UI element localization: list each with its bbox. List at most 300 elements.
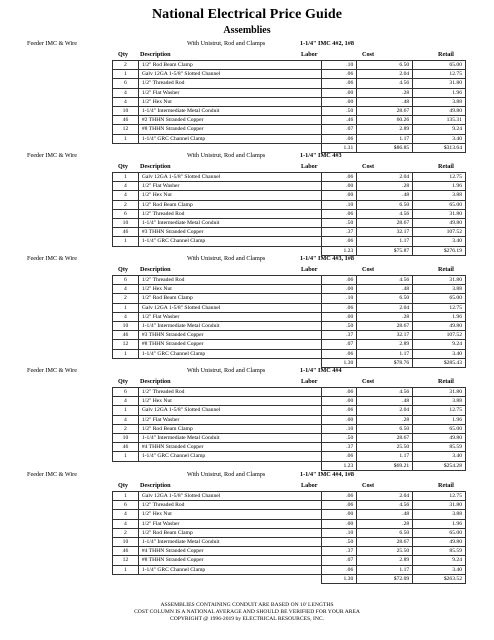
table-row: [113, 565, 466, 574]
description-cell: Galv 12GA 1-5/8" Slotted Channel: [138, 492, 321, 501]
qty-cell: 4: [113, 312, 139, 321]
cost-cell: 28.67: [357, 106, 413, 115]
description-cell: 1/2" Threaded Rod: [138, 388, 321, 397]
qty-cell: 46: [113, 331, 139, 340]
table-row: [113, 294, 466, 303]
labor-cell: .06: [322, 70, 357, 79]
retail-cell: 3.40: [413, 237, 466, 246]
retail-cell: 3.88: [413, 191, 466, 200]
assembly-section: [0, 254, 494, 368]
table-row: [113, 200, 466, 209]
column-header-row: [0, 50, 494, 60]
labor-cell: .37: [322, 331, 357, 340]
cost-cell: 60.26: [357, 116, 413, 125]
section-assembly-name: 1-1/4" IMC 4#3: [300, 152, 342, 159]
description-cell: 1/2" Hex Nut: [138, 510, 321, 519]
table-row: [113, 125, 466, 134]
total-retail: $285.43: [413, 358, 466, 367]
qty-cell: 1: [113, 237, 139, 246]
section-method: With Unistrut, Rod and Clamps: [187, 152, 266, 159]
cost-cell: 1.17: [357, 349, 413, 358]
total-retail: $313.64: [413, 143, 466, 152]
cost-header: Cost: [362, 163, 375, 170]
column-header-row: [0, 377, 494, 387]
description-cell: Galv 12GA 1-5/8" Slotted Channel: [138, 70, 321, 79]
labor-header: Labor: [301, 378, 318, 385]
cost-cell: 6.50: [357, 61, 413, 70]
labor-cell: .06: [322, 452, 357, 461]
qty-cell: 12: [113, 125, 139, 134]
total-labor: 1.23: [322, 461, 357, 470]
description-cell: 1/2" Rod Beam Clamp: [138, 424, 321, 433]
table-row: [113, 70, 466, 79]
section-assembly-name: 1-1/4" IMC 4#4, 1#8: [300, 471, 354, 478]
total-cost: $86.85: [357, 143, 413, 152]
retail-cell: 107.52: [413, 331, 466, 340]
labor-cell: .50: [322, 218, 357, 227]
section-method: With Unistrut, Rod and Clamps: [187, 367, 266, 374]
cost-cell: 1.17: [357, 134, 413, 143]
qty-cell: 46: [113, 228, 139, 237]
description-cell: Galv 12GA 1-5/8" Slotted Channel: [138, 173, 321, 182]
table-row: [113, 433, 466, 442]
cost-cell: .28: [357, 182, 413, 191]
table-row: [113, 134, 466, 143]
retail-cell: 107.52: [413, 228, 466, 237]
description-cell: #4 THHN Stranded Copper: [138, 547, 321, 556]
retail-cell: 49.80: [413, 537, 466, 546]
assembly-section: [0, 151, 494, 256]
qty-cell: 46: [113, 116, 139, 125]
total-cost: $69.21: [357, 461, 413, 470]
description-cell: 1/2" Flat Washer: [138, 415, 321, 424]
footer-line: COST COLUMN IS A NATIONAL AVERAGE AND SHOULD BE VERIFIED FOR YOUR AREA: [134, 609, 360, 615]
table-row: [113, 501, 466, 510]
table-row: [113, 528, 466, 537]
qty-cell: 4: [113, 182, 139, 191]
table-row: [113, 106, 466, 115]
retail-cell: 1.96: [413, 415, 466, 424]
retail-cell: 1.96: [413, 88, 466, 97]
total-row: [113, 461, 466, 470]
table-row: [113, 340, 466, 349]
cost-cell: 1.17: [357, 452, 413, 461]
table-row: [113, 237, 466, 246]
retail-cell: 12.75: [413, 303, 466, 312]
labor-header: Labor: [301, 163, 318, 170]
labor-cell: .00: [322, 397, 357, 406]
section-header: [0, 39, 494, 50]
labor-header: Labor: [301, 266, 318, 273]
section-category: Feeder IMC & Wire: [27, 255, 77, 262]
labor-cell: .06: [322, 565, 357, 574]
cost-cell: 6.50: [357, 294, 413, 303]
retail-cell: 31.80: [413, 501, 466, 510]
qty-cell: 6: [113, 209, 139, 218]
cost-cell: 28.67: [357, 537, 413, 546]
qty-cell: 2: [113, 200, 139, 209]
cost-cell: .28: [357, 415, 413, 424]
cost-cell: 1.17: [357, 565, 413, 574]
description-cell: 1/2" Threaded Rod: [138, 209, 321, 218]
description-cell: Galv 12GA 1-5/8" Slotted Channel: [138, 406, 321, 415]
labor-cell: .37: [322, 228, 357, 237]
total-labor: 1.30: [322, 574, 357, 583]
section-method: With Unistrut, Rod and Clamps: [187, 471, 266, 478]
column-header-row: [0, 481, 494, 491]
description-cell: 1-1/4" Intermediate Metal Conduit: [138, 433, 321, 442]
labor-cell: .06: [322, 349, 357, 358]
cost-cell: 6.50: [357, 200, 413, 209]
description-cell: #3 THHN Stranded Copper: [138, 228, 321, 237]
labor-cell: .06: [322, 79, 357, 88]
table-row: [113, 182, 466, 191]
description-cell: 1-1/4" GRC Channel Clamp: [138, 565, 321, 574]
labor-cell: .06: [322, 209, 357, 218]
table-row: [113, 97, 466, 106]
qty-cell: 2: [113, 294, 139, 303]
section-header: [0, 366, 494, 377]
description-cell: 1/2" Hex Nut: [138, 191, 321, 200]
description-cell: 1/2" Hex Nut: [138, 397, 321, 406]
retail-cell: 12.75: [413, 406, 466, 415]
section-assembly-name: 1-1/4" IMC 4#3, 1#8: [300, 255, 354, 262]
description-header: Description: [140, 163, 171, 170]
labor-cell: .00: [322, 415, 357, 424]
labor-cell: .37: [322, 547, 357, 556]
qty-header: Qty: [118, 163, 128, 170]
table-row: [113, 452, 466, 461]
description-cell: 1-1/4" GRC Channel Clamp: [138, 134, 321, 143]
labor-cell: .46: [322, 116, 357, 125]
cost-cell: 2.89: [357, 556, 413, 565]
description-cell: 1/2" Hex Nut: [138, 285, 321, 294]
assembly-section: [0, 39, 494, 153]
description-cell: #8 THHN Stranded Copper: [138, 340, 321, 349]
cost-header: Cost: [362, 378, 375, 385]
labor-cell: .00: [322, 97, 357, 106]
total-row: [113, 574, 466, 583]
qty-header: Qty: [118, 51, 128, 58]
cost-cell: .48: [357, 285, 413, 294]
cost-cell: .48: [357, 97, 413, 106]
cost-cell: 25.50: [357, 547, 413, 556]
total-labor: 1.30: [322, 358, 357, 367]
retail-cell: 3.88: [413, 397, 466, 406]
table-row: [113, 349, 466, 358]
table-row: [113, 285, 466, 294]
table-row: [113, 88, 466, 97]
retail-cell: 31.80: [413, 209, 466, 218]
section-header: [0, 470, 494, 481]
qty-cell: 10: [113, 218, 139, 227]
cost-cell: .28: [357, 88, 413, 97]
qty-cell: 6: [113, 276, 139, 285]
table-row: [113, 276, 466, 285]
total-labor: 1.31: [322, 143, 357, 152]
cost-cell: .28: [357, 312, 413, 321]
description-cell: 1-1/4" GRC Channel Clamp: [138, 349, 321, 358]
qty-cell: 4: [113, 97, 139, 106]
description-cell: 1-1/4" Intermediate Metal Conduit: [138, 321, 321, 330]
table-row: [113, 415, 466, 424]
cost-cell: 4.56: [357, 388, 413, 397]
retail-cell: 65.00: [413, 424, 466, 433]
assembly-section: [0, 470, 494, 584]
cost-cell: 28.67: [357, 321, 413, 330]
labor-cell: .10: [322, 294, 357, 303]
cost-cell: 4.56: [357, 79, 413, 88]
retail-cell: 49.80: [413, 433, 466, 442]
description-cell: 1-1/4" Intermediate Metal Conduit: [138, 106, 321, 115]
labor-cell: .06: [322, 134, 357, 143]
table-row: [113, 116, 466, 125]
cost-cell: 28.67: [357, 218, 413, 227]
retail-cell: 9.24: [413, 556, 466, 565]
qty-cell: 1: [113, 349, 139, 358]
labor-cell: .10: [322, 61, 357, 70]
qty-cell: 10: [113, 106, 139, 115]
section-category: Feeder IMC & Wire: [27, 471, 77, 478]
retail-header: Retail: [438, 266, 454, 273]
cost-cell: .48: [357, 510, 413, 519]
description-header: Description: [140, 482, 171, 489]
section-assembly-name: 1-1/4" IMC 4#2, 1#8: [300, 40, 354, 47]
qty-cell: 4: [113, 397, 139, 406]
column-header-row: [0, 162, 494, 172]
description-header: Description: [140, 266, 171, 273]
qty-cell: 1: [113, 406, 139, 415]
qty-cell: 6: [113, 501, 139, 510]
retail-cell: 65.00: [413, 528, 466, 537]
qty-cell: 4: [113, 415, 139, 424]
labor-cell: .00: [322, 312, 357, 321]
retail-header: Retail: [438, 51, 454, 58]
total-retail: $254.28: [413, 461, 466, 470]
description-cell: 1/2" Flat Washer: [138, 88, 321, 97]
retail-header: Retail: [438, 482, 454, 489]
table-row: [113, 492, 466, 501]
column-header-row: [0, 265, 494, 275]
table-row: [113, 406, 466, 415]
labor-cell: .06: [322, 173, 357, 182]
cost-cell: .28: [357, 519, 413, 528]
section-category: Feeder IMC & Wire: [27, 40, 77, 47]
cost-cell: 2.04: [357, 70, 413, 79]
qty-cell: 6: [113, 388, 139, 397]
cost-cell: .48: [357, 397, 413, 406]
labor-cell: .50: [322, 106, 357, 115]
retail-cell: 3.40: [413, 565, 466, 574]
retail-cell: 12.75: [413, 70, 466, 79]
qty-cell: 46: [113, 547, 139, 556]
retail-cell: 85.59: [413, 547, 466, 556]
labor-cell: .00: [322, 191, 357, 200]
cost-cell: 4.56: [357, 501, 413, 510]
description-cell: #4 THHN Stranded Copper: [138, 443, 321, 452]
table-row: [113, 388, 466, 397]
retail-cell: 65.00: [413, 294, 466, 303]
cost-cell: 4.56: [357, 276, 413, 285]
assembly-table: [112, 387, 466, 471]
section-assembly-name: 1-1/4" IMC 4#4: [300, 367, 342, 374]
table-row: [113, 303, 466, 312]
cost-cell: 1.17: [357, 237, 413, 246]
table-row: [113, 443, 466, 452]
qty-cell: 10: [113, 433, 139, 442]
retail-cell: 49.80: [413, 218, 466, 227]
labor-cell: .00: [322, 519, 357, 528]
description-cell: 1/2" Flat Washer: [138, 182, 321, 191]
labor-cell: .00: [322, 285, 357, 294]
qty-header: Qty: [118, 482, 128, 489]
qty-cell: 2: [113, 61, 139, 70]
qty-cell: 1: [113, 173, 139, 182]
retail-cell: 3.88: [413, 285, 466, 294]
cost-cell: 6.50: [357, 424, 413, 433]
retail-cell: 3.40: [413, 349, 466, 358]
retail-cell: 31.80: [413, 276, 466, 285]
retail-cell: 49.80: [413, 106, 466, 115]
description-header: Description: [140, 51, 171, 58]
total-retail: $263.52: [413, 574, 466, 583]
table-row: [113, 321, 466, 330]
total-cost: $78.76: [357, 358, 413, 367]
labor-cell: .07: [322, 556, 357, 565]
labor-cell: .10: [322, 528, 357, 537]
labor-cell: .10: [322, 200, 357, 209]
labor-cell: .06: [322, 303, 357, 312]
labor-cell: .06: [322, 492, 357, 501]
table-row: [113, 556, 466, 565]
table-row: [113, 218, 466, 227]
cost-cell: 25.50: [357, 443, 413, 452]
labor-cell: .50: [322, 537, 357, 546]
total-cost: $75.87: [357, 246, 413, 255]
section-category: Feeder IMC & Wire: [27, 152, 77, 159]
description-cell: Galv 12GA 1-5/8" Slotted Channel: [138, 303, 321, 312]
table-row: [113, 547, 466, 556]
table-row: [113, 228, 466, 237]
description-cell: 1/2" Rod Beam Clamp: [138, 200, 321, 209]
retail-cell: 3.88: [413, 510, 466, 519]
total-spacer: [138, 574, 321, 583]
labor-cell: .00: [322, 88, 357, 97]
retail-cell: 85.59: [413, 443, 466, 452]
description-header: Description: [140, 378, 171, 385]
retail-header: Retail: [438, 163, 454, 170]
total-retail: $276.19: [413, 246, 466, 255]
description-cell: #8 THHN Stranded Copper: [138, 556, 321, 565]
retail-cell: 1.96: [413, 312, 466, 321]
retail-cell: 12.75: [413, 492, 466, 501]
retail-cell: 135.31: [413, 116, 466, 125]
retail-cell: 31.80: [413, 388, 466, 397]
labor-cell: .50: [322, 321, 357, 330]
labor-cell: .06: [322, 406, 357, 415]
table-row: [113, 79, 466, 88]
description-cell: 1/2" Threaded Rod: [138, 79, 321, 88]
table-row: [113, 312, 466, 321]
description-cell: 1-1/4" Intermediate Metal Conduit: [138, 218, 321, 227]
retail-cell: 12.75: [413, 173, 466, 182]
qty-cell: 1: [113, 134, 139, 143]
cost-cell: .48: [357, 191, 413, 200]
cost-cell: 6.50: [357, 528, 413, 537]
page-title: National Electrical Price Guide: [151, 7, 343, 22]
description-cell: #3 THHN Stranded Copper: [138, 331, 321, 340]
section-method: With Unistrut, Rod and Clamps: [187, 255, 266, 262]
total-spacer: [138, 461, 321, 470]
table-row: [113, 397, 466, 406]
total-spacer: [113, 461, 139, 470]
cost-header: Cost: [362, 482, 375, 489]
table-row: [113, 424, 466, 433]
qty-cell: 4: [113, 510, 139, 519]
retail-cell: 9.24: [413, 340, 466, 349]
cost-cell: 2.04: [357, 303, 413, 312]
table-row: [113, 519, 466, 528]
table-row: [113, 191, 466, 200]
description-cell: 1-1/4" GRC Channel Clamp: [138, 237, 321, 246]
labor-cell: .00: [322, 510, 357, 519]
qty-header: Qty: [118, 266, 128, 273]
labor-cell: .07: [322, 340, 357, 349]
table-row: [113, 209, 466, 218]
retail-cell: 3.40: [413, 452, 466, 461]
labor-cell: .06: [322, 388, 357, 397]
labor-cell: .07: [322, 125, 357, 134]
description-cell: 1-1/4" Intermediate Metal Conduit: [138, 537, 321, 546]
qty-cell: 46: [113, 443, 139, 452]
labor-header: Labor: [301, 482, 318, 489]
table-row: [113, 61, 466, 70]
retail-cell: 3.88: [413, 97, 466, 106]
qty-cell: 1: [113, 303, 139, 312]
retail-header: Retail: [438, 378, 454, 385]
qty-cell: 6: [113, 79, 139, 88]
labor-cell: .10: [322, 424, 357, 433]
total-cost: $72.09: [357, 574, 413, 583]
qty-cell: 10: [113, 537, 139, 546]
cost-cell: 2.04: [357, 406, 413, 415]
retail-cell: 1.96: [413, 182, 466, 191]
qty-cell: 12: [113, 340, 139, 349]
assembly-table: [112, 275, 466, 368]
total-labor: 1.23: [322, 246, 357, 255]
description-cell: #2 THHN Stranded Copper: [138, 116, 321, 125]
qty-cell: 4: [113, 191, 139, 200]
qty-cell: 1: [113, 565, 139, 574]
cost-cell: 2.89: [357, 125, 413, 134]
cost-cell: 2.89: [357, 340, 413, 349]
cost-cell: 4.56: [357, 209, 413, 218]
description-cell: #8 THHN Stranded Copper: [138, 125, 321, 134]
section-category: Feeder IMC & Wire: [27, 367, 77, 374]
labor-cell: .50: [322, 433, 357, 442]
description-cell: 1/2" Rod Beam Clamp: [138, 61, 321, 70]
total-spacer: [113, 574, 139, 583]
assembly-table: [112, 60, 466, 153]
qty-cell: 4: [113, 519, 139, 528]
cost-header: Cost: [362, 266, 375, 273]
cost-cell: 32.17: [357, 331, 413, 340]
table-row: [113, 537, 466, 546]
section-header: [0, 254, 494, 265]
description-cell: 1/2" Threaded Rod: [138, 276, 321, 285]
labor-cell: .06: [322, 501, 357, 510]
cost-cell: 2.04: [357, 173, 413, 182]
